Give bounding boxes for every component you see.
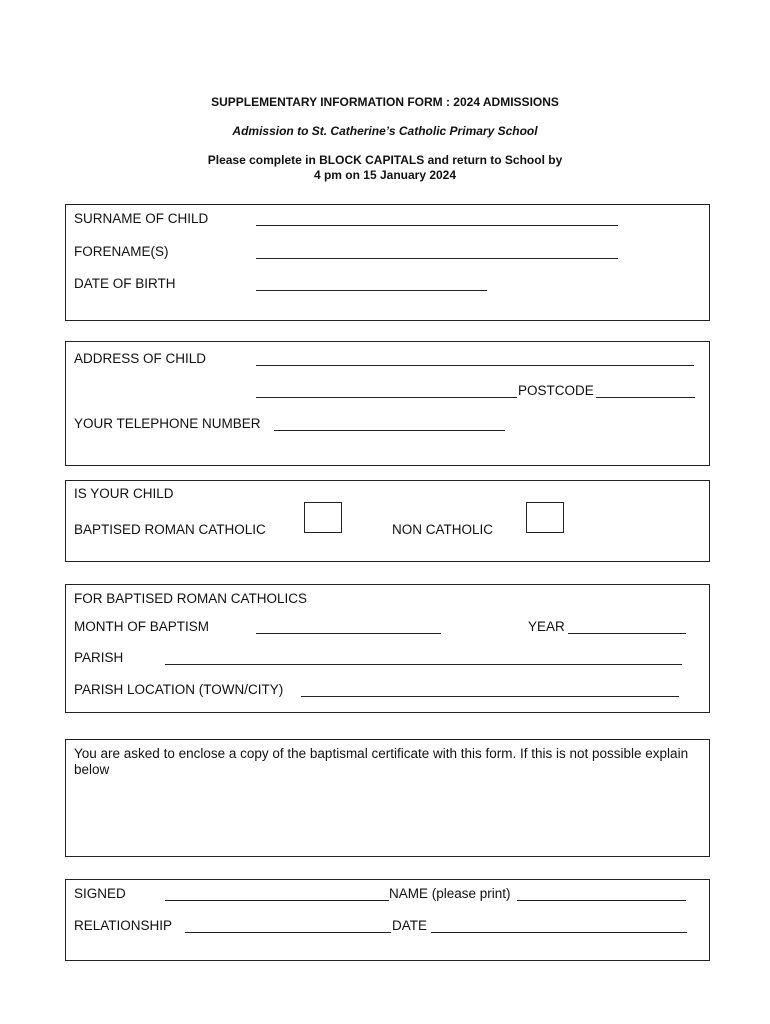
signed-label: SIGNED bbox=[74, 886, 126, 901]
address-line-1-field[interactable] bbox=[256, 365, 694, 366]
dob-field[interactable] bbox=[256, 290, 487, 291]
baptised-label: BAPTISED ROMAN CATHOLIC bbox=[74, 522, 266, 537]
postcode-field[interactable] bbox=[596, 397, 695, 398]
telephone-label: YOUR TELEPHONE NUMBER bbox=[74, 416, 261, 431]
relationship-field[interactable] bbox=[185, 932, 391, 933]
year-field[interactable] bbox=[568, 633, 686, 634]
parish-label: PARISH bbox=[74, 650, 124, 665]
postcode-label: POSTCODE bbox=[518, 383, 594, 398]
instruction-line-2: 4 pm on 15 January 2024 bbox=[313, 168, 457, 182]
baptised-checkbox[interactable] bbox=[304, 502, 342, 533]
certificate-note: You are asked to enclose a copy of the baptismal certificate with this form. If this is not possible explain below bbox=[74, 746, 689, 777]
non-catholic-checkbox[interactable] bbox=[526, 502, 564, 533]
religion-question: IS YOUR CHILD bbox=[74, 486, 174, 501]
date-field[interactable] bbox=[431, 932, 687, 933]
signed-field[interactable] bbox=[165, 900, 389, 901]
dob-label: DATE OF BIRTH bbox=[74, 276, 176, 291]
parish-field[interactable] bbox=[165, 664, 682, 665]
baptism-heading: FOR BAPTISED ROMAN CATHOLICS bbox=[74, 591, 308, 606]
forename-field[interactable] bbox=[256, 258, 618, 259]
form-title: SUPPLEMENTARY INFORMATION FORM : 2024 ADMISSIONS bbox=[211, 95, 559, 109]
surname-field[interactable] bbox=[256, 225, 618, 226]
forename-label: FORENAME(S) bbox=[74, 244, 169, 259]
relationship-label: RELATIONSHIP bbox=[74, 918, 173, 933]
parish-location-field[interactable] bbox=[301, 696, 679, 697]
address-line-2-field[interactable] bbox=[256, 397, 517, 398]
address-label: ADDRESS OF CHILD bbox=[74, 351, 207, 366]
date-label: DATE bbox=[392, 918, 428, 933]
month-label: MONTH OF BAPTISM bbox=[74, 619, 209, 634]
surname-label: SURNAME OF CHILD bbox=[74, 211, 209, 226]
instruction-line-1: Please complete in BLOCK CAPITALS and return to School by bbox=[207, 153, 563, 167]
telephone-field[interactable] bbox=[274, 430, 505, 431]
non-catholic-label: NON CATHOLIC bbox=[392, 522, 494, 537]
year-label: YEAR bbox=[528, 619, 565, 634]
parish-location-label: PARISH LOCATION (TOWN/CITY) bbox=[74, 682, 284, 697]
form-subtitle: Admission to St. Catherine’s Catholic Primary School bbox=[232, 124, 538, 138]
month-field[interactable] bbox=[256, 633, 441, 634]
name-print-label: NAME (please print) bbox=[389, 886, 511, 901]
name-print-field[interactable] bbox=[517, 900, 686, 901]
